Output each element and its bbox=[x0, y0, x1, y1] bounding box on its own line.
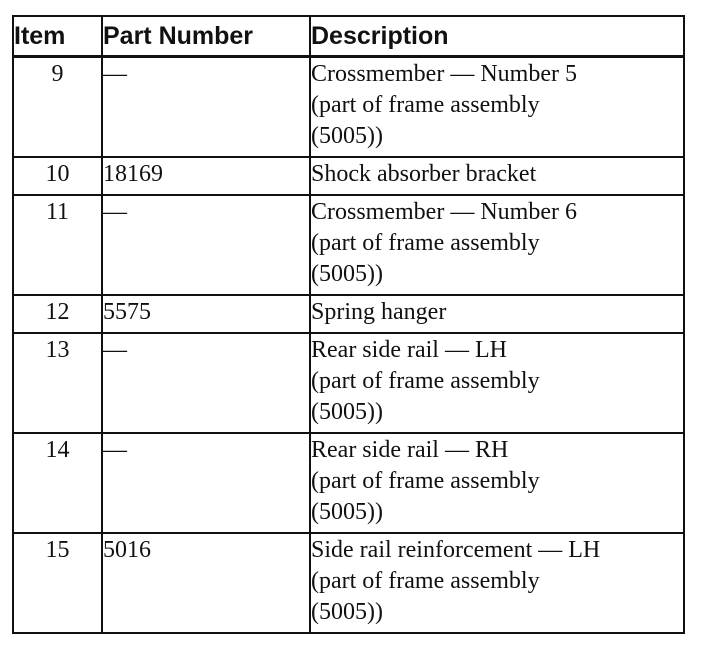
table-header bbox=[13, 16, 684, 57]
column-header-description: Description bbox=[310, 16, 684, 57]
table-row bbox=[13, 195, 684, 295]
description-line: Crossmember — Number 6 bbox=[311, 199, 577, 225]
item-cell: 12 bbox=[13, 295, 102, 333]
description-cell bbox=[310, 157, 684, 195]
description-line: Spring hanger bbox=[311, 299, 447, 325]
description-line: (5005)) bbox=[311, 499, 383, 525]
description-line: (5005)) bbox=[311, 399, 383, 425]
table-row bbox=[13, 533, 684, 633]
part-number-cell: — bbox=[102, 433, 310, 533]
header-row bbox=[13, 16, 684, 57]
part-number-cell: — bbox=[102, 57, 310, 158]
table-row bbox=[13, 295, 684, 333]
item-cell: 13 bbox=[13, 333, 102, 433]
description-line: (5005)) bbox=[311, 123, 383, 149]
description-cell bbox=[310, 333, 684, 433]
description-line: (part of frame assembly bbox=[311, 92, 540, 118]
description-line: (part of frame assembly bbox=[311, 368, 540, 394]
item-cell: 10 bbox=[13, 157, 102, 195]
description-line: Shock absorber bracket bbox=[311, 161, 537, 187]
column-header-part-number: Part Number bbox=[102, 16, 310, 57]
table-row bbox=[13, 57, 684, 158]
item-cell: 9 bbox=[13, 57, 102, 158]
part-number-cell: 5016 bbox=[102, 533, 310, 633]
description-cell bbox=[310, 533, 684, 633]
description-cell bbox=[310, 433, 684, 533]
item-cell: 15 bbox=[13, 533, 102, 633]
table-row bbox=[13, 157, 684, 195]
part-number-cell: — bbox=[102, 195, 310, 295]
description-line: Rear side rail — LH bbox=[311, 337, 507, 363]
item-cell: 11 bbox=[13, 195, 102, 295]
description-cell bbox=[310, 295, 684, 333]
table-row bbox=[13, 333, 684, 433]
item-cell: 14 bbox=[13, 433, 102, 533]
column-header-item: Item bbox=[13, 16, 102, 57]
part-number-cell: — bbox=[102, 333, 310, 433]
part-number-cell: 18169 bbox=[102, 157, 310, 195]
description-line: Side rail reinforcement — LH bbox=[311, 537, 601, 563]
parts-table bbox=[12, 15, 685, 634]
description-line: (part of frame assembly bbox=[311, 230, 540, 256]
description-cell bbox=[310, 195, 684, 295]
description-line: Crossmember — Number 5 bbox=[311, 61, 577, 87]
description-line: Rear side rail — RH bbox=[311, 437, 509, 463]
table-row bbox=[13, 433, 684, 533]
description-line: (5005)) bbox=[311, 261, 383, 287]
description-line: (part of frame assembly bbox=[311, 468, 540, 494]
description-cell bbox=[310, 57, 684, 158]
description-line: (part of frame assembly bbox=[311, 568, 540, 594]
description-line: (5005)) bbox=[311, 599, 383, 625]
table-body bbox=[13, 57, 684, 634]
part-number-cell: 5575 bbox=[102, 295, 310, 333]
